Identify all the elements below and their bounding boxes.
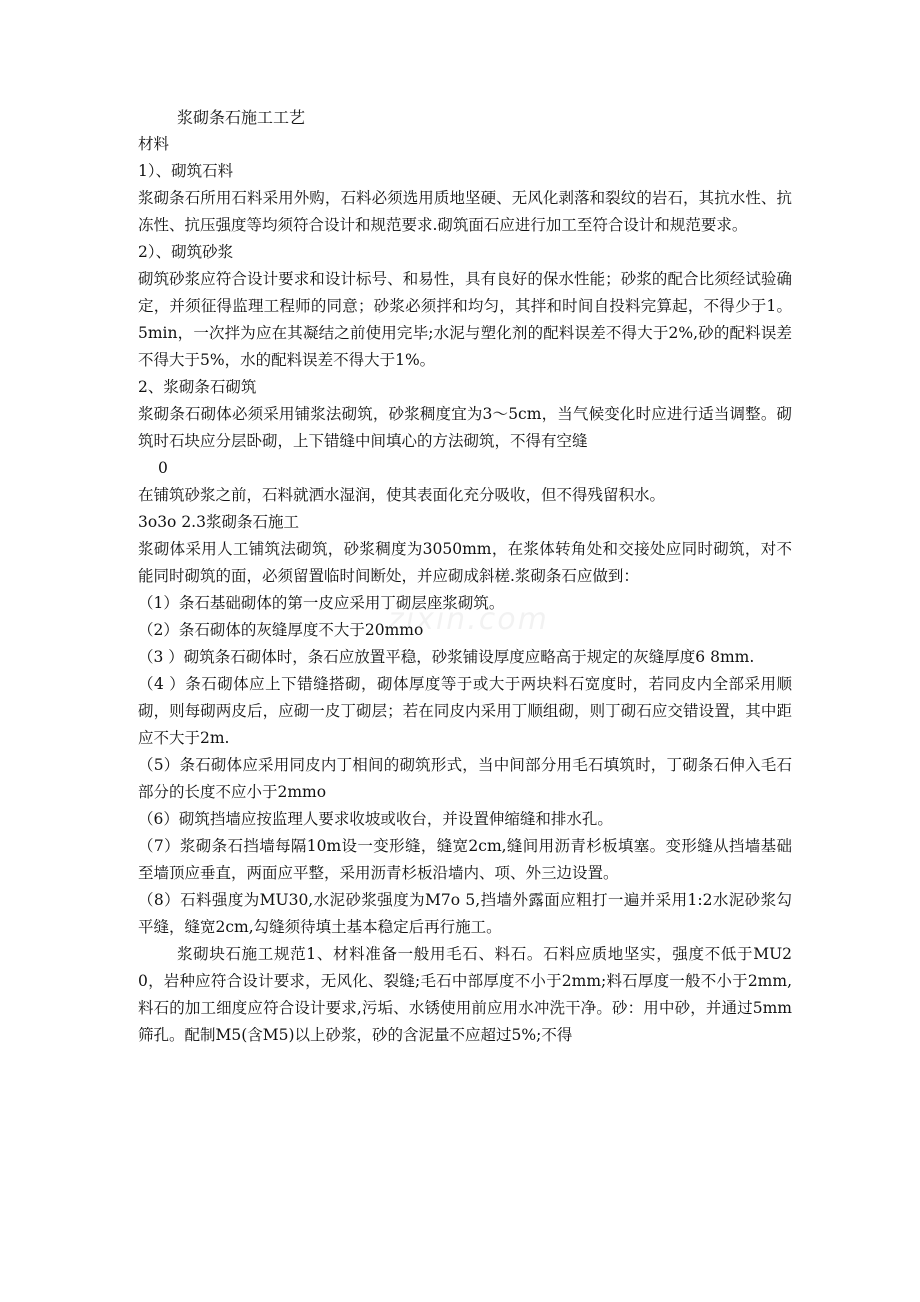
document-title: 浆砌条石施工工艺: [177, 108, 306, 127]
subheading-stone: 1）、砌筑石料: [138, 162, 234, 180]
paragraph-masonry: 浆砌条石砌体必须采用铺浆法砌筑，砂浆稠度宜为3～5cm，当气候变化时应进行适当调整。砌筑时石块应分层卧砌，上下错缝中间填心的方法砌筑，不得有空缝: [138, 405, 792, 450]
list-item-2: （2）条石砌体的灰缝厚度不大于20mmo: [138, 621, 424, 639]
paragraph-block-stone-spec: 浆砌块石施工规范1、材料准备一般用毛石、料石。石料应质地坚实，强度不低于MU20，岩种应符合设计要求，无风化、裂缝;毛石中部厚度不小于2mm;料石厚度一般不小于2mm,料石的加工细度应符合设计要求,污垢、水锈使用前应用水冲洗干净。砂：用中砂，并通过5mm筛孔。配制M5(含M5)以上砂浆，砂的含泥量不应超过5%;不得: [138, 945, 792, 1044]
watermark: zixin.com: [388, 602, 549, 637]
stray-zero-line: 0: [158, 459, 168, 477]
paragraph-mortar: 砌筑砂浆应符合设计要求和设计标号、和易性，具有良好的保水性能；砂浆的配合比须经试验确定，并须征得监理工程师的同意；砂浆必须拌和均匀，其拌和时间自投料完算起，不得少于1。5min，一次拌为应在其凝结之前使用完毕;水泥与塑化剂的配料误差不得大于2%,砂的配料误差不得大于5%，水的配料误差不得大于1%。: [138, 270, 792, 369]
section-heading-masonry: 2、浆砌条石砌筑: [138, 378, 257, 396]
list-item-4: （4 ）条石砌体应上下错缝搭砌，砌体厚度等于或大于两块料石宽度时，若同皮内全部采用顺砌，则每砌两皮后，应砌一皮丁砌层；若在同皮内采用丁顺组砌，则丁砌石应交错设置，其中距应不大于2m.: [138, 675, 792, 747]
section-heading-materials: 材料: [138, 135, 170, 153]
paragraph-construction: 浆砌体采用人工铺筑法砌筑，砂浆稠度为3050mm，在浆体转角处和交接处应同时砌筑，对不能同时砌筑的面，必须留置临时间断处，并应砌成斜槎.浆砌条石应做到：: [138, 540, 792, 585]
subheading-mortar: 2）、砌筑砂浆: [138, 243, 234, 261]
list-item-1: （1）条石基础砌体的第一皮应采用丁砌层座浆砌筑。: [138, 594, 505, 612]
paragraph-stone: 浆砌条石所用石料采用外购，石料必须选用质地坚硬、无风化剥落和裂纹的岩石，其抗水性、抗冻性、抗压强度等均须符合设计和规范要求.砌筑面石应进行加工至符合设计和规范要求。: [138, 189, 792, 234]
document-body: [138, 104, 792, 1049]
subheading-construction: 3o3o 2.3浆砌条石施工: [138, 513, 299, 531]
list-item-5: （5）条石砌体应采用同皮内丁相间的砌筑形式，当中间部分用毛石填筑时，丁砌条石伸入毛石部分的长度不应小于2mmo: [138, 756, 792, 801]
list-item-3: （3 ）砌筑条石砌体时，条石应放置平稳，砂浆铺设厚度应略高于规定的灰缝厚度6 8mm.: [138, 648, 755, 666]
list-item-6: （6）砌筑挡墙应按监理人要求收坡或收台，并设置伸缩缝和排水孔。: [138, 810, 613, 828]
list-item-7: （7）浆砌条石挡墙每隔10m设一变形缝，缝宽2cm,缝间用沥青杉板填塞。变形缝从挡墙基础至墙顶应垂直，两面应平整，采用沥青杉板沿墙内、项、外三边设置。: [138, 837, 792, 882]
list-item-8: （8）石料强度为MU30,水泥砂浆强度为M7o 5,挡墙外露面应粗打一遍并采用1:2水泥砂浆勾平缝，缝宽2cm,勾缝须待填土基本稳定后再行施工。: [138, 891, 792, 936]
paragraph-wetting: 在铺筑砂浆之前，石料就洒水湿润，使其表面化充分吸收，但不得残留积水。: [138, 486, 666, 504]
